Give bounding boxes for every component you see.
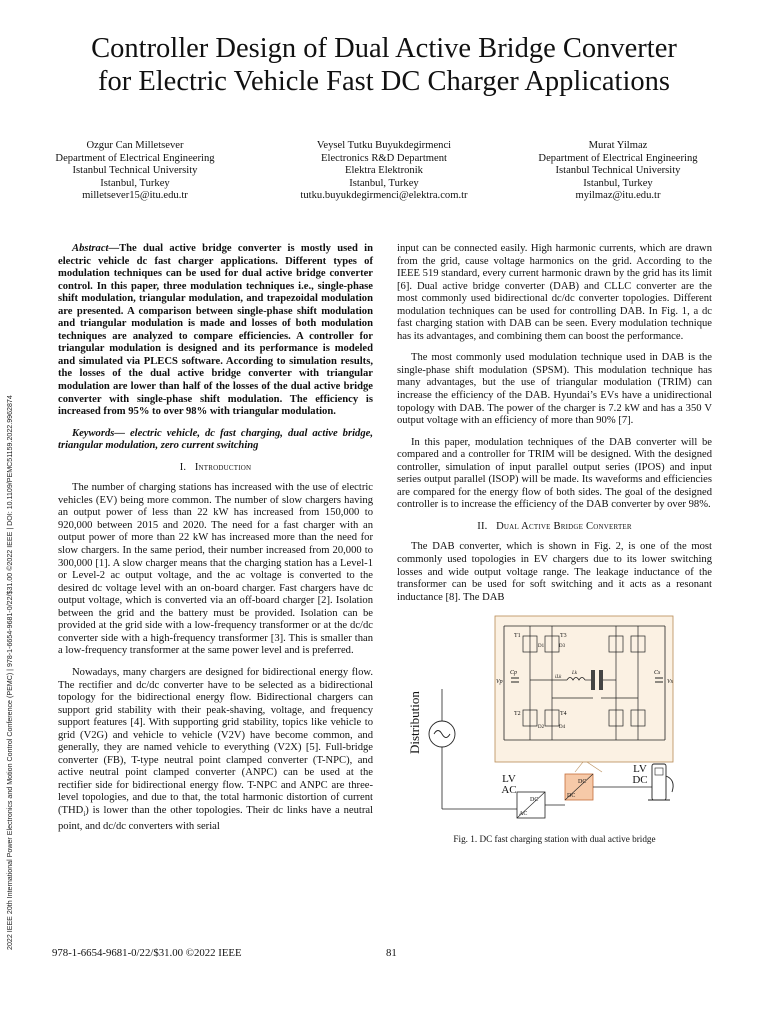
author-city: Istanbul, Turkey — [349, 177, 419, 189]
section-title: Introduction — [194, 461, 252, 473]
paragraph-text-end: ) is lower than the other topologies. Their dc links have a neutral point, and dc/dc converters with serial — [58, 804, 373, 832]
title-line-1: Controller Design of Dual Active Bridge Converter — [91, 33, 677, 64]
label-vs: Vs — [667, 679, 673, 686]
label-t4: T4 — [560, 711, 567, 718]
author-dept: Department of Electrical Engineering — [55, 152, 215, 164]
author-org: Elektra Elektronik — [345, 165, 423, 177]
keywords — [58, 428, 373, 453]
label-dc-2: DC — [578, 779, 587, 786]
author-name: Ozgur Can Milletsever — [86, 140, 184, 151]
label-d3: D3 — [559, 644, 566, 650]
label-cs: Cs — [654, 670, 661, 677]
paragraph-intro-4: The most commonly used modulation technique used in DAB is the single-phase shift modulation (SPSM). This modulation technique has many advantages, but the use of triangular modulation (TRIM) can increase the efficiency of the DAB. Hyundai’s EVs have a unidirectional topology with DAB. The power of the charger is 7.2 kW and has a 350 V output voltage with an efficiency of more than 90% [7]. — [397, 352, 712, 427]
abstract-label: Abstract — [72, 243, 109, 254]
author-dept: Electronics R&D Department — [321, 152, 447, 164]
ev-charger-icon — [652, 764, 666, 800]
author-block-3 — [503, 140, 733, 203]
author-email: myilmaz@itu.edu.tr — [575, 190, 661, 202]
right-column — [397, 243, 712, 846]
author-name: Veysel Tutku Buyukdegirmenci — [316, 140, 452, 151]
paragraph-intro-1: The number of charging stations has increased with the use of electric vehicles (EV) being more common. The number of slow chargers having an output power of less than 22 kW has increased from 150,000 to 920,000 between 2015 and 2020. The need for a fast charger with an output power of more than 22 kW has increased more than the need for slow chargers. In the same period, their number increased from 20,000 to 300,000 [1]. A slow charger means that the charging station has a Level-1 or Level-2 ac output voltage, and the ac voltage is converted to the desired dc voltage level with an on-board charger. Fast chargers have dc output voltage, which is converted via an off-board charger [2]. Isolation between the grid and the battery must be provided. Isolation can be provided at the grid side with a low-frequency transformer or at the dc/dc converter side with a high-frequency transformer [3]. This is smaller than a low-frequency transformer at the same power level and is preferred. — [58, 482, 373, 657]
label-lk: Lk — [572, 671, 577, 677]
page-number: 81 — [386, 947, 397, 959]
doi-side-note: 2022 IEEE 20th International Power Electronics and Motion Control Conference (PEMC) | 978-1-6654-9681-0/22/$31.00 ©2022 IEEE | DOI: 10.1109/PEMC51159.2022.9962874 — [6, 395, 14, 950]
author-org: Istanbul Technical University — [72, 165, 198, 177]
figure-1-caption: Fig. 1. DC fast charging station with dual active bridge — [453, 834, 656, 845]
author-block-2 — [269, 140, 499, 203]
label-cp: Cp — [510, 670, 518, 677]
section-title: Dual Active Bridge Converter — [496, 520, 632, 532]
label-t1: T1 — [514, 633, 521, 640]
paragraph-intro-5: In this paper, modulation techniques of the DAB converter will be compared and a controller for TRIM will be designed. With the designed controller, simulation of input parallel output series (IPOS) and input series output parallel (ISOP) will be made. Its waveforms and efficiencies are compared for the energy flow of both sides. The goal of the designed controller is to increase the efficiency of the DAB converter by over 98%. — [397, 436, 712, 511]
paragraph-dab-1: The DAB converter, which is shown in Fig. 2, is one of the most commonly used topologies in EV chargers due to its lower switching losses and wide output voltage range. The leakage inductance of the transformer can be used for soft switching and it acts as a resonant inductance [8]. The DAB — [397, 541, 712, 603]
label-d1: D1 — [538, 644, 545, 650]
abstract-text: —The dual active bridge converter is mostly used in electric vehicle dc fast charger applications. Different types of modulation techniques can be used for dual active bridge converter control. In this paper, three modulation techniques i.e., single-phase shift modulation, triangular modulation, and trapezoidal modulation are presented. A comparison between single-phase shift modulation and triangular modulation is made and losses of both modulation techniques are analyzed to compare efficiencies. A controller for triangular modulation is designed and its performance is modeled and simulated via PLECS software. According to simulation results, the losses of the dual active bridge converter with triangular modulation are lower than half of the losses of the dual active bridge converter with single-phase shift modulation. The efficiency is increased from 95% to over 98% with triangular modulation. — [58, 243, 373, 418]
abstract — [58, 243, 373, 419]
author-dept: Department of Electrical Engineering — [538, 152, 698, 164]
label-vp: Vp — [496, 679, 503, 686]
title-line-2: for Electric Vehicle Fast DC Charger Applications — [98, 66, 670, 97]
label-t3: T3 — [560, 633, 567, 640]
label-d4: D4 — [559, 725, 566, 731]
section-heading-introduction — [58, 462, 373, 475]
paragraph-intro-3: input can be connected easily. High harmonic currents, which are drawn from the grid, cause voltage harmonics on the grid. According to the IEEE 519 standard, every current harmonic drawn by the grid has its limit [6]. Dual active bridge converter (DAB) and CLLC converter are the most commonly used bidirectional dc/dc converter topologies. Different modulation techniques can be used for controlling DAB. In Fig. 1, a dc fast charging station with DAB can be seen. Every modulation technique has its advantages, and combining them can boost the performance. — [397, 243, 712, 342]
label-t2: T2 — [514, 711, 521, 718]
author-city: Istanbul, Turkey — [583, 177, 653, 189]
paragraph-text: Nowadays, many chargers are designed for bidirectional energy flow. The rectifier and dc/dc converter have to be selected as a bidirectional topology for the bidirectional energy flow. Bidirectional chargers can support grid stability with their peak-shaving, voltage, and frequency support features [4]. With supporting grid stability, topics like vehicle to grid (V2G) and vehicle to vehicle (V2V) have become common, and generally, they are named vehicle to everything (V2X) [5]. Full-bridge converter (FB), T-type neutral point clamped converter (T-NPC), and active neutral point clamped converter (ANPC) can be used at the rectifier side for bidirectional energy flow. T-NPC and ANPC are three-level topologies, and due to that, the total harmonic distortion of current (THD — [58, 666, 373, 816]
left-column — [58, 243, 373, 842]
label-lv-ac: LV AC — [501, 773, 517, 797]
author-email: milletsever15@itu.edu.tr — [82, 190, 188, 202]
author-block-1 — [20, 140, 250, 203]
figure-1 — [397, 614, 712, 829]
section-heading-dab — [397, 521, 712, 534]
section-number: I. — [179, 461, 187, 473]
label-dc-1: DC — [530, 797, 539, 804]
author-org: Istanbul Technical University — [555, 165, 681, 177]
section-number: II. — [477, 520, 488, 532]
paper-title — [30, 32, 738, 98]
dab-charging-station-diagram — [397, 614, 712, 829]
label-ac: AC — [519, 811, 528, 818]
author-email: tutku.buyukdegirmenci@elektra.com.tr — [300, 190, 468, 202]
paragraph-intro-2 — [58, 667, 373, 833]
author-city: Istanbul, Turkey — [100, 177, 170, 189]
label-dc-3: DC — [567, 793, 576, 800]
subscript: i — [83, 810, 86, 819]
keywords-text: — electric vehicle, dc fast charging, dual active bridge, triangular modulation, zero current switching — [58, 427, 373, 452]
footer-isbn: 978-1-6654-9681-0/22/$31.00 ©2022 IEEE — [52, 947, 242, 959]
label-lv-dc: LV DC — [632, 763, 648, 787]
label-ilk: iLk — [555, 675, 562, 681]
label-distribution: Distribution — [407, 691, 422, 755]
label-d2: D2 — [538, 725, 545, 731]
keywords-label: Keywords — [72, 427, 115, 439]
author-name: Murat Yilmaz — [588, 140, 648, 151]
